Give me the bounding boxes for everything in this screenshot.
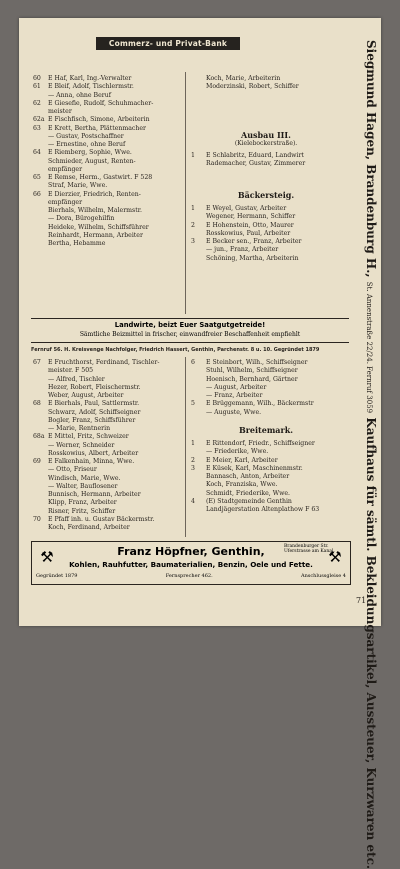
- resident-entry: Straf, Marie, Wwe.: [48, 182, 108, 190]
- resident-entry: E Fischfisch, Simone, Arbeiterin: [48, 116, 150, 124]
- resident-entry: — Marie, Rentnerin: [48, 425, 111, 432]
- house-number: 2: [191, 221, 195, 229]
- list-item: [191, 376, 341, 384]
- resident-entry: Rosskowius, Albert, Arbeiter: [48, 449, 139, 457]
- resident-entry: — Alfred, Tischler: [48, 375, 105, 383]
- resident-entry: — Franz, Arbeiter: [206, 392, 263, 399]
- list-item: [33, 116, 183, 124]
- resident-entry: Hezer, Robert, Fleischermstr.: [48, 383, 141, 391]
- list-item: [33, 232, 183, 240]
- list-item: [191, 409, 341, 417]
- list-item: [33, 92, 183, 100]
- ausbau-list: [191, 152, 341, 169]
- resident-entry: E Rittendorf, Friedr., Schiffseigner: [206, 440, 315, 447]
- company-name: Franz Höpfner, Genthin,: [117, 545, 265, 558]
- list-item: [33, 442, 183, 450]
- house-number: 68: [33, 400, 41, 408]
- house-number: 3: [191, 238, 195, 245]
- list-item: [191, 246, 341, 254]
- list-item: [33, 240, 183, 248]
- list-item: [33, 158, 183, 166]
- resident-entry: Reinhardt, Hermann, Arbeiter: [48, 231, 143, 239]
- list-item: [191, 448, 341, 456]
- crossed-hammers-icon: ⚒: [40, 548, 54, 566]
- resident-entry: Bannasch, Anton, Arbeiter: [206, 473, 290, 480]
- resident-entry: E Krett, Bertha, Plättenmacher: [48, 124, 146, 132]
- list-item: [191, 160, 341, 168]
- list-item: [191, 205, 341, 213]
- resident-entry: E Hohenstein, Otto, Maurer: [206, 221, 294, 229]
- list-item: [33, 166, 183, 174]
- resident-entry: Heideke, Wilhelm, Schiffsführer: [48, 223, 149, 231]
- list-item: [33, 466, 183, 474]
- left-column-bottom: [33, 359, 183, 532]
- resident-entry: E Steinbort, Wilh., Schiffseigner: [206, 359, 308, 366]
- list-item: [33, 367, 183, 375]
- resident-entry: Windisch, Marie, Wwe.: [48, 474, 121, 482]
- company-address: Brandenburger Str. Uferstrasse am Kanal.: [284, 544, 335, 554]
- house-number: 61: [33, 83, 41, 91]
- resident-entry: E Bierhals, Paul, Sattlermstr.: [48, 400, 140, 408]
- list-item: [33, 215, 183, 223]
- resident-entry: E Bleif, Adolf, Tischlermstr.: [48, 83, 134, 91]
- list-item: [33, 108, 183, 116]
- list-item: [33, 409, 183, 417]
- house-number: 1: [191, 440, 195, 447]
- list-item: [191, 367, 341, 375]
- list-item: [191, 359, 341, 367]
- house-number: 64: [33, 149, 41, 157]
- resident-entry: Bierhals, Wilhelm, Malermstr.: [48, 207, 142, 214]
- crossed-hammers-icon: ⚒: [328, 548, 342, 566]
- resident-entry: — Ernestine, ohne Beruf: [48, 141, 126, 148]
- resident-entry: — Walter, Bauflosener: [48, 482, 118, 490]
- list-item: [191, 498, 341, 506]
- resident-entry: — August, Arbeiter: [206, 383, 267, 391]
- page-number: 71: [356, 596, 367, 605]
- list-item: [33, 199, 183, 207]
- resident-entry: Stuhl, Wilhelm, Schiffseigner: [206, 367, 298, 375]
- house-number: 2: [191, 456, 195, 464]
- resident-entry: — Friederike, Wwe.: [206, 448, 269, 456]
- list-item: [191, 83, 341, 91]
- resident-entry: Koch, Franziska, Wwe.: [206, 481, 278, 489]
- advert-headline: Landwirte, beizt Euer Saatgutgetreide!: [114, 321, 266, 329]
- house-number: 70: [33, 515, 41, 523]
- ausbau-heading: Ausbau III.: [241, 130, 291, 140]
- right-column-bottom: [191, 359, 341, 417]
- list-item: [33, 483, 183, 491]
- resident-entry: empfänger: [48, 198, 83, 206]
- resident-entry: — Auguste, Wwe.: [206, 408, 262, 416]
- resident-entry: Rosskowius, Paul, Arbeiter: [206, 229, 291, 237]
- resident-entry: Schwarz, Adolf, Schiffseigner: [48, 408, 141, 416]
- list-item: [33, 149, 183, 157]
- resident-entry: E Weyel, Gustav, Arbeiter: [206, 205, 287, 212]
- side-advert-address: St. Annenstraße 22/24. Fernruf 3059: [365, 281, 373, 414]
- resident-entry: E Pfaff inh. u. Gustav Bäckermstr.: [48, 515, 155, 523]
- list-item: [33, 75, 183, 83]
- resident-entry: empfänger: [48, 165, 83, 173]
- list-item: [33, 475, 183, 483]
- house-number: 68a: [33, 433, 45, 441]
- list-item: [191, 465, 341, 473]
- list-item: [33, 417, 183, 425]
- resident-entry: — Gustav, Postschaffner: [48, 132, 124, 140]
- list-item: [33, 524, 183, 532]
- column-divider: [185, 72, 186, 314]
- resident-entry: E Dierzier, Friedrich, Renten-: [48, 190, 141, 198]
- resident-entry: E Giesefie, Rudolf, Schuhmacher-: [48, 99, 154, 107]
- list-item: [33, 400, 183, 408]
- list-item: [33, 516, 183, 524]
- list-item: [33, 425, 183, 433]
- resident-entry: E Fruchthorst, Ferdinand, Tischler-: [48, 359, 160, 366]
- side-advert-name: Siegmund Hagen, Brandenburg H.,: [364, 40, 378, 278]
- column-divider: [185, 357, 186, 537]
- side-advert-tail: Kaufhaus für sämtl. Bekleidungsartikel, Aussteuer, Kurzwaren etc.: [364, 417, 378, 869]
- resident-entry: — Anna, ohne Beruf: [48, 91, 111, 99]
- resident-entry: Wegener, Hermann, Schiffer: [206, 213, 296, 221]
- list-item: [33, 174, 183, 182]
- left-column-top: [33, 75, 183, 248]
- list-item: [191, 222, 341, 230]
- resident-entry: — Otto, Friseur: [48, 466, 97, 474]
- resident-entry: E Becker sen., Franz, Arbeiter: [206, 238, 302, 245]
- resident-entry: Schöning, Martha, Arbeiterin: [206, 254, 299, 262]
- house-number: 63: [33, 124, 41, 132]
- list-item: [33, 384, 183, 392]
- resident-entry: Hoenisch, Bernhard, Gärtner: [206, 375, 298, 383]
- resident-entry: Koch, Ferdinand, Arbeiter: [48, 524, 130, 531]
- resident-entry: Klipp, Franz, Arbeiter: [48, 499, 117, 507]
- house-number: 60: [33, 75, 41, 82]
- resident-entry: Bertha, Hebamme: [48, 240, 106, 247]
- house-number: 66: [33, 190, 41, 198]
- resident-entry: (E) Stadtgemeinde Genthin: [206, 497, 292, 505]
- list-item: [33, 83, 183, 91]
- resident-entry: Bunnisch, Hermann, Arbeiter: [48, 491, 141, 498]
- list-item: [191, 481, 341, 489]
- list-item: [191, 457, 341, 465]
- resident-entry: Schmieder, August, Renten-: [48, 157, 136, 165]
- resident-entry: Schmidt, Friederike, Wwe.: [206, 489, 290, 497]
- list-item: [33, 499, 183, 507]
- resident-entry: E Riemberg, Sophie, Wwe.: [48, 149, 132, 157]
- bank-banner: Commerz- und Privat-Bank: [96, 37, 240, 50]
- list-item: [191, 392, 341, 400]
- phone: Fernsprecher 462.: [165, 573, 213, 579]
- resident-entry: Weber, August, Arbeiter: [48, 392, 124, 399]
- advert-text: Sämtliche Beizmittel in frischer, einwandfreier Beschaffenheit empfiehlt: [79, 331, 301, 338]
- list-item: [33, 450, 183, 458]
- list-item: [33, 182, 183, 190]
- list-item: [33, 433, 183, 441]
- list-item: [191, 473, 341, 481]
- list-item: [33, 491, 183, 499]
- list-item: [191, 213, 341, 221]
- list-item: [33, 392, 183, 400]
- list-item: [191, 384, 341, 392]
- house-number: 1: [191, 205, 195, 212]
- resident-entry: meister: [48, 108, 72, 115]
- house-number: 3: [191, 464, 195, 472]
- rail-siding: Anschlussgleise 4: [300, 573, 346, 579]
- list-item: [33, 100, 183, 108]
- resident-entry: — Werner, Schneider: [48, 441, 115, 449]
- list-item: [191, 506, 341, 514]
- list-item: [33, 224, 183, 232]
- list-item: [33, 191, 183, 199]
- breitemark-heading: Breitemark.: [238, 425, 294, 435]
- company-goods: Kohlen, Rauhfutter, Baumaterialien, Benzin, Oele und Fette.: [69, 560, 313, 569]
- house-number: 62a: [33, 116, 45, 124]
- resident-entry: meister. F 505: [48, 367, 94, 375]
- list-item: [33, 359, 183, 367]
- list-item: [33, 458, 183, 466]
- hoepfner-advert: [31, 541, 351, 585]
- resident-entry: — jun., Franz, Arbeiter: [206, 246, 279, 254]
- seed-advert: [31, 318, 349, 343]
- list-item: [33, 376, 183, 384]
- resident-entry: Bogler, Franz, Schiffsführer: [48, 416, 136, 424]
- resident-entry: E Schlabritz, Eduard, Landwirt: [206, 152, 304, 159]
- list-item: [191, 440, 341, 448]
- resident-entry: Risner, Fritz, Schiffer: [48, 507, 116, 515]
- resident-entry: Rademacher, Gustav, Zimmerer: [206, 160, 306, 168]
- resident-entry: Landjägerstation Altenplathow F 63: [206, 506, 320, 513]
- resident-entry: E Brüggemann, Wilh., Bäckermstr: [206, 400, 314, 408]
- house-number: 1: [191, 152, 195, 159]
- resident-entry: E Meier, Karl, Arbeiter: [206, 456, 278, 464]
- list-item: [191, 230, 341, 238]
- resident-entry: E Küsek, Karl, Maschinenmstr.: [206, 464, 303, 472]
- founded: Gegründet 1879: [36, 573, 78, 579]
- house-number: 65: [33, 174, 41, 181]
- right-column-top: [191, 75, 341, 92]
- resident-entry: E Remse, Herm., Gastwirt. F 528: [48, 174, 153, 181]
- list-item: [191, 400, 341, 408]
- ausbau-subheading: (Kielebockerstraße).: [234, 140, 298, 147]
- house-number: 67: [33, 359, 41, 366]
- list-item: [33, 141, 183, 149]
- resident-entry: E Haf, Karl, Ing.-Verwalter: [48, 75, 132, 82]
- resident-entry: Koch, Marie, Arbeiterin: [206, 75, 281, 82]
- resident-entry: — Dora, Bürogehilfin: [48, 215, 115, 223]
- list-item: [191, 490, 341, 498]
- house-number: 69: [33, 458, 41, 465]
- baecker-heading: Bäckersteig.: [237, 190, 295, 200]
- list-item: [33, 207, 183, 215]
- list-item: [33, 125, 183, 133]
- advert-address: Fernruf 56. H. Kreisvenge Nachfolger, Friedrich Hassert, Genthin, Parchenstr. 8 u. 10. Gegründet 1879: [31, 347, 320, 353]
- resident-entry: E Falkenhain, Minna, Wwe.: [48, 458, 135, 465]
- list-item: [191, 255, 341, 263]
- house-number: 62: [33, 99, 41, 107]
- list-item: [191, 75, 341, 83]
- breitemark-list: [191, 440, 341, 514]
- list-item: [191, 152, 341, 160]
- baecker-list: [191, 205, 341, 263]
- list-item: [191, 238, 341, 246]
- list-item: [33, 508, 183, 516]
- list-item: [33, 133, 183, 141]
- house-number: 6: [191, 359, 195, 366]
- house-number: 4: [191, 497, 195, 505]
- house-number: 5: [191, 400, 195, 408]
- resident-entry: Moderzinski, Robert, Schiffer: [206, 83, 299, 91]
- resident-entry: E Mittel, Fritz, Schweizer: [48, 433, 129, 441]
